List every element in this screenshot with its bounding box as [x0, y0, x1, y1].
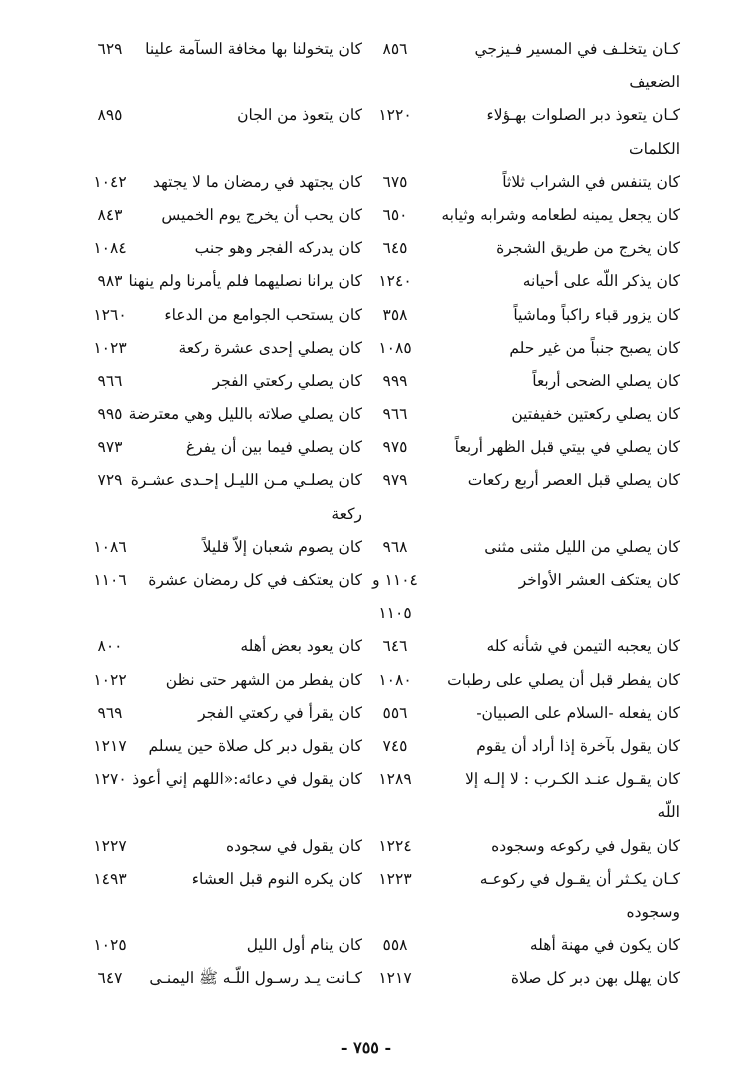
entry-title: كان يصلي الضحى أربعاً: [532, 371, 680, 390]
index-row: [0, 830, 732, 863]
index-row: [0, 763, 732, 796]
index-row: [0, 896, 732, 929]
index-row: [0, 863, 732, 896]
entry-number-second: ٨٤٣: [97, 205, 123, 224]
entry-number-second: ٩٦٦: [97, 371, 123, 390]
entry-number: ٦٤٥: [382, 239, 408, 258]
index-row: [0, 232, 732, 265]
index-row: [0, 299, 732, 332]
entry-number-second: ١٢٢٧: [93, 836, 127, 855]
index-row: [0, 431, 732, 464]
entry-title: كان يصلي ركعتين خفيفتين: [511, 405, 680, 424]
index-row: [0, 33, 732, 66]
entry-number-second: ٦٤٧: [97, 969, 123, 988]
index-row: [0, 664, 732, 697]
entry-title: كان يهلل بهن دبر كل صلاة: [510, 969, 680, 988]
entry-number: ١٠٨٥: [378, 338, 412, 357]
entry-number: ٩٦٦: [382, 405, 408, 424]
entry-number: ٣٥٨: [382, 305, 408, 324]
index-row: [0, 962, 732, 995]
entry-title: كـان يتخلـف في المسير فـيزجي: [474, 40, 680, 58]
entry-title-second: كـانت يـد رسـول اللّـه ﷺ اليمنـى: [149, 969, 362, 988]
entry-title-second: كان ينام أول الليل: [246, 936, 362, 955]
index-row: [0, 697, 732, 730]
entry-number-second: ٨٩٥: [97, 106, 123, 125]
entry-number-second: ١٢٧٠: [93, 770, 127, 789]
entry-title: كان يصلي قبل العصر أربع ركعات: [467, 471, 680, 490]
entry-number: ٨٥٦: [382, 40, 408, 58]
entry-number: ١٢٨٩: [378, 770, 412, 789]
index-row: [0, 929, 732, 962]
index-row: [0, 332, 732, 365]
entry-number: ٥٥٨: [382, 936, 408, 955]
entry-number: ٥٥٦: [382, 703, 408, 722]
entry-title: كان يعجبه التيمن في شأنه كله: [486, 637, 680, 656]
entry-number-second: ١٠٢٢: [93, 670, 127, 689]
entry-number: ١٢١٧: [378, 969, 412, 988]
index-row: [0, 199, 732, 232]
entry-number: ٩٧٩: [382, 471, 408, 490]
entry-title-second: كان يصوم شعبان إلاّ قليلاً: [202, 537, 362, 556]
index-row: [0, 464, 732, 497]
entry-title: كان يقول في ركوعه وسجوده: [491, 836, 680, 855]
entry-number-second: ٧٢٩: [97, 471, 123, 490]
entry-number: ٦٧٥: [382, 172, 408, 191]
index-entries: [0, 33, 732, 995]
entry-title-second: كان يصلـي مـن الليـل إحـدى عشـرة: [130, 471, 362, 490]
entry-title: وسجوده: [626, 902, 680, 921]
entry-number: ٧٤٥: [382, 736, 408, 755]
entry-title: كان يصلي في بيتي قبل الظهر أربعاً: [454, 438, 680, 457]
entry-title-second: كان يحب أن يخرج يوم الخميس: [161, 205, 362, 224]
entry-title: كان يفطر قبل أن يصلي على رطبات: [447, 670, 680, 689]
entry-number: ٦٤٦: [382, 637, 408, 656]
entry-title: كان يصبح جنباً من غير حلم: [509, 338, 680, 357]
entry-title-second: كان يقرأ في ركعتي الفجر: [198, 703, 362, 722]
entry-title: كان يخرج من طريق الشجرة: [496, 239, 680, 258]
entry-title: كان يزور قباء راكباً وماشياً: [513, 305, 680, 324]
entry-title-second: ركعة: [331, 504, 362, 523]
index-row: [0, 133, 732, 166]
entry-number-second: ١٠٤٢: [93, 172, 127, 191]
entry-number: ١٢٢٣: [378, 869, 412, 888]
index-row: [0, 398, 732, 431]
entry-title-second: كان يعتكف في كل رمضان عشرة: [148, 571, 362, 589]
entry-number-second: ١٢٦٠: [93, 305, 127, 324]
index-row: [0, 166, 732, 199]
entry-title-second: كان يتعوذ من الجان: [237, 106, 362, 125]
entry-number-second: ٩٩٥: [97, 405, 123, 424]
entry-title: كـان يكـثر أن يقـول في ركوعـه: [479, 869, 680, 888]
entry-number-second: ١٠٢٣: [93, 338, 127, 357]
entry-title: الكلمات: [629, 139, 680, 158]
entry-number: ١٢٢٠: [378, 106, 412, 125]
entry-number-second: ٩٦٩: [97, 703, 123, 722]
entry-number-second: ٩٧٣: [97, 438, 123, 457]
entry-title: كان يعتكف العشر الأواخر: [518, 571, 680, 589]
entry-title-second: كان يقول في دعائه:«اللهم إني أعوذ: [132, 770, 362, 789]
entry-number: ٩٧٥: [382, 438, 408, 457]
entry-title: كان يجعل يمينه لطعامه وشرابه وثيابه: [441, 205, 680, 224]
entry-title-second: كان يقول دبر كل صلاة حين يسلم: [148, 736, 362, 755]
entry-title-second: كان يستحب الجوامع من الدعاء: [164, 305, 362, 324]
entry-title-second: كان يصلي فيما بين أن يفرغ: [185, 438, 362, 457]
entry-title-second: كان يعود بعض أهله: [240, 637, 362, 656]
entry-number: ٩٦٨: [382, 537, 408, 556]
entry-number-second: ١٤٩٣: [93, 869, 127, 888]
entry-number: ١٢٢٤: [378, 836, 412, 855]
entry-title-second: كان يصلي ركعتي الفجر: [212, 371, 362, 390]
index-row: [0, 365, 732, 398]
entry-title: كان يتنفس في الشراب ثلاثاً: [502, 172, 680, 191]
entry-title-second: كان يصلي إحدى عشرة ركعة: [178, 338, 362, 357]
entry-title-second: كان يصلي صلاته بالليل وهي معترضة: [128, 405, 362, 424]
entry-title-second: كان يرانا نصليهما فلم يأمرنا ولم ينهنا: [128, 272, 362, 291]
entry-title: كان يقول بآخرة إذا أراد أن يقوم: [476, 736, 680, 755]
entry-title-second: كان يجتهد في رمضان ما لا يجتهد: [152, 172, 362, 191]
entry-title: اللّه: [657, 803, 680, 822]
entry-title: كان يكون في مهنة أهله: [529, 936, 680, 955]
index-row: [0, 796, 732, 829]
index-row: [0, 265, 732, 298]
entry-number: ١٢٤٠: [378, 272, 412, 291]
entry-title-second: كان يكره النوم قبل العشاء: [191, 869, 362, 888]
entry-title: كان يذكر اللّه على أحيانه: [522, 272, 680, 291]
entry-number: ١٠٨٠: [378, 670, 412, 689]
index-row: [0, 498, 732, 531]
index-row: [0, 630, 732, 663]
page-number: - ٧٥٥ -: [340, 1038, 392, 1057]
entry-title: الضعيف: [629, 73, 680, 92]
index-row: [0, 66, 732, 99]
entry-number: ١١٠٤ و: [372, 571, 418, 589]
entry-title: كـان يتعوذ دبر الصلوات بهـؤلاء: [486, 106, 680, 125]
entry-title-second: كان يقول في سجوده: [225, 836, 362, 855]
entry-number: ١١٠٥: [378, 604, 412, 623]
index-row: [0, 564, 732, 597]
entry-number-second: ١١٠٦: [93, 571, 127, 589]
entry-number-second: ٩٨٣: [97, 272, 123, 291]
entry-title-second: كان يدركه الفجر وهو جنب: [194, 239, 362, 258]
entry-number: ٦٥٠: [382, 205, 408, 224]
index-row: [0, 99, 732, 132]
entry-number-second: ٨٠٠: [97, 637, 123, 656]
entry-number-second: ١٠٨٦: [93, 537, 127, 556]
index-row: [0, 597, 732, 630]
entry-title: كان يفعله -السلام على الصبيان-: [476, 703, 680, 722]
index-row: [0, 730, 732, 763]
entry-number: ٩٩٩: [382, 371, 408, 390]
entry-title-second: كان يتخولنا بها مخافة السآمة علينا: [145, 40, 362, 58]
entry-number-second: ١٠٨٤: [93, 239, 127, 258]
entry-title: كان يصلي من الليل مثنى مثنى: [484, 537, 680, 556]
entry-number-second: ١٠٢٥: [93, 936, 127, 955]
entry-title: كان يقـول عنـد الكـرب : لا إلـه إلا: [465, 770, 680, 789]
entry-number-second: ١٢١٧: [93, 736, 127, 755]
index-row: [0, 531, 732, 564]
entry-number-second: ٦٢٩: [97, 40, 123, 58]
entry-title-second: كان يفطر من الشهر حتى نظن: [165, 670, 362, 689]
